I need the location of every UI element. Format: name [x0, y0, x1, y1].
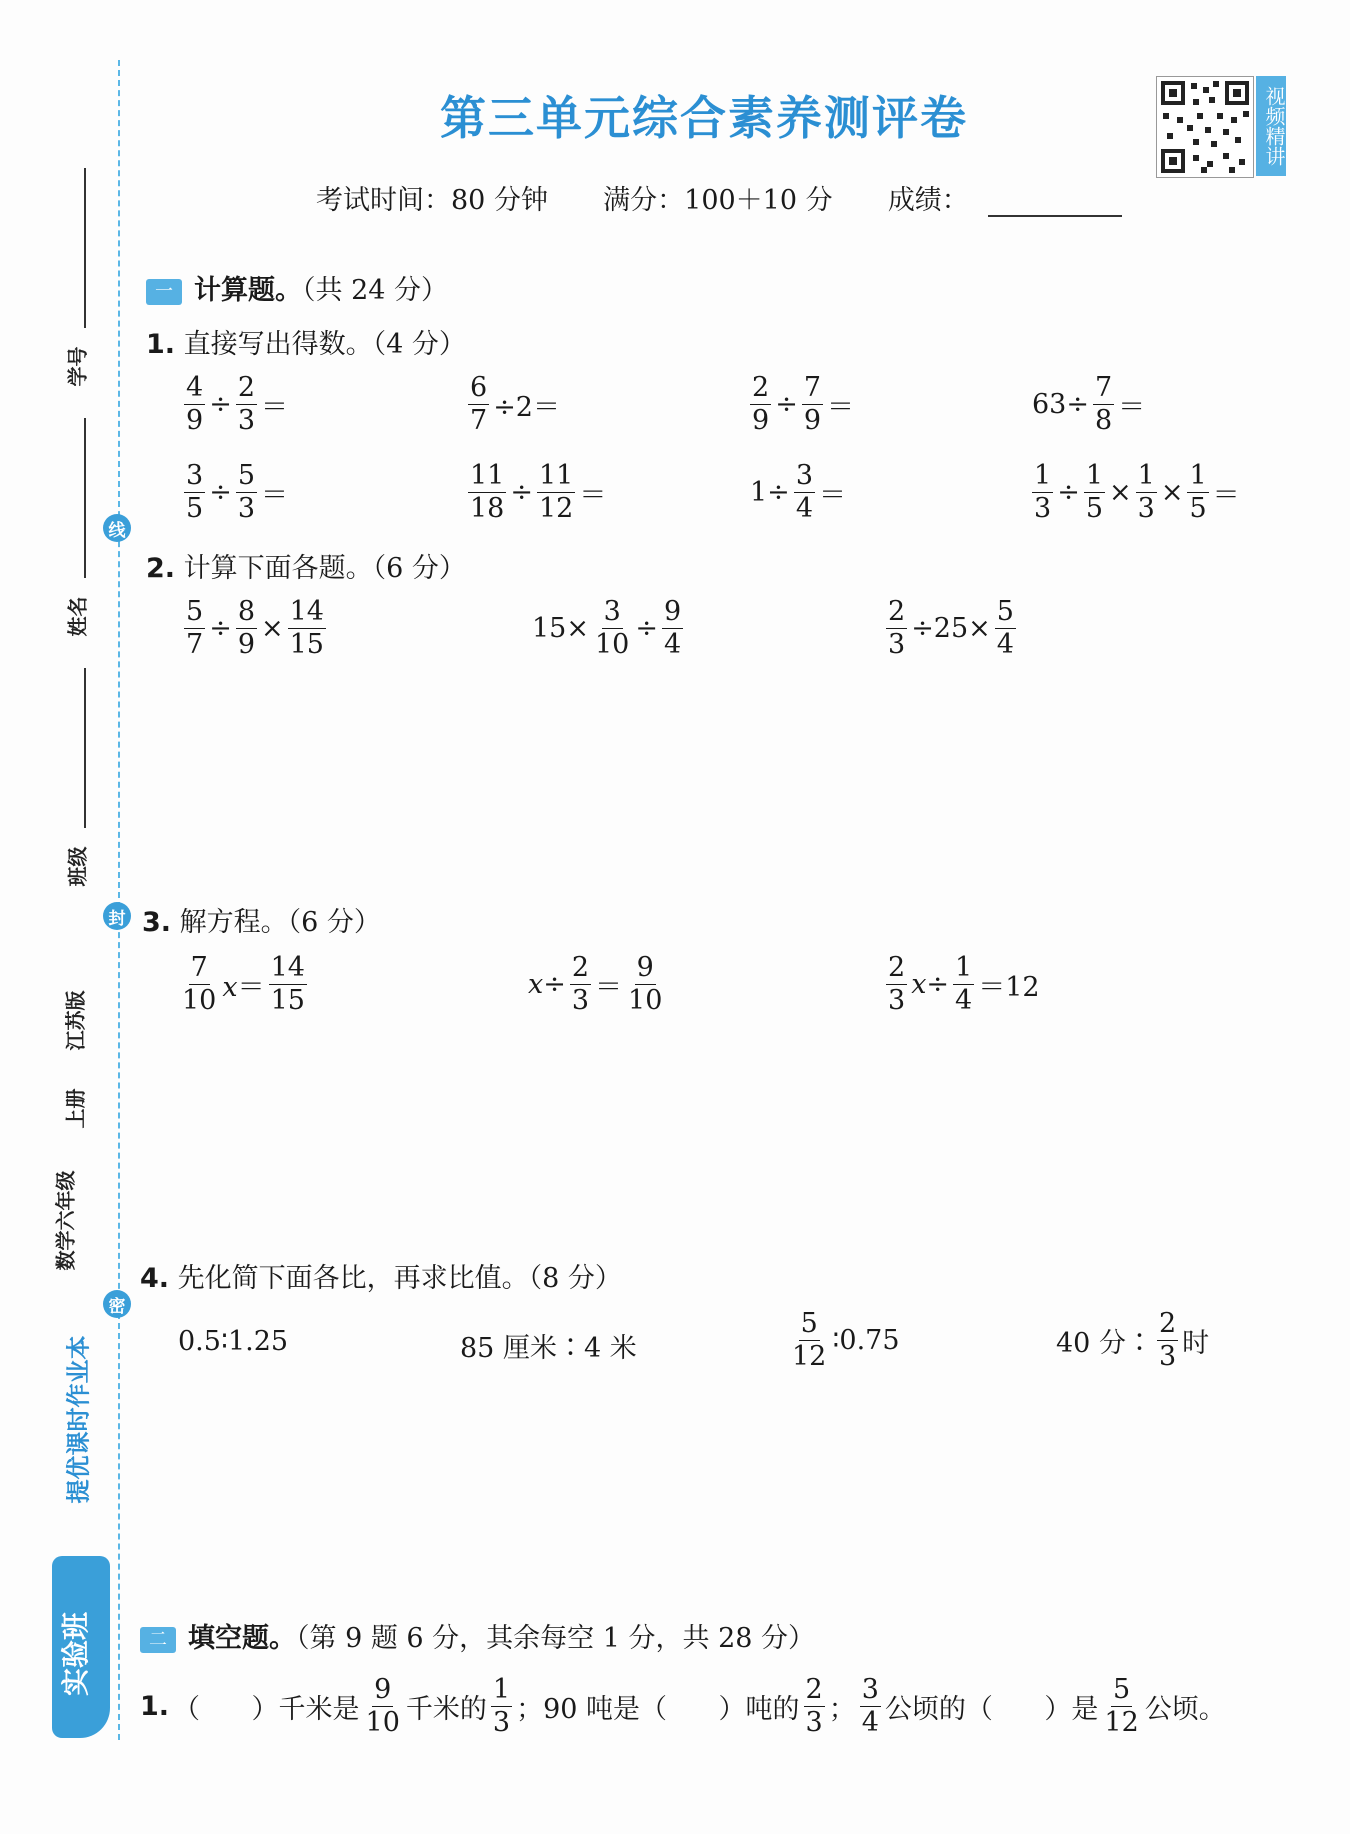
fraction: $\frac{3}{4}$	[795, 460, 813, 525]
qr-label	[1256, 76, 1286, 176]
cut-line	[118, 60, 120, 1740]
q4-item	[176, 1326, 290, 1357]
seal-line-mark	[103, 514, 131, 542]
fraction: $\frac{3}{5}$	[186, 460, 204, 525]
section2-points: （第 9 题 6 分，其余每空 1 分，共 28 分）	[296, 1623, 816, 1654]
fraction: $\frac{2}{3}$	[888, 596, 906, 661]
section1-points: （共 24 分）	[302, 275, 449, 306]
s2-q1	[138, 1676, 1228, 1738]
fraction: $\frac{1}{4}$	[955, 952, 973, 1017]
q3-number: 3.	[142, 907, 172, 938]
q1-text: 直接写出得数。（4 分）	[183, 329, 466, 360]
fraction: $\frac{2}{3}$	[888, 952, 906, 1017]
q4-text: 先化简下面各比，再求比值。（8 分）	[177, 1263, 622, 1294]
fraction: $\frac{14}{15}$	[289, 596, 324, 661]
volume-label: 上册	[63, 1088, 88, 1129]
seal-line-text: 线	[108, 520, 126, 541]
full-score: 满分：100＋10 分	[603, 185, 833, 216]
fraction: $\frac{8}{9}$	[237, 596, 255, 661]
q3-item: $\frac{7}{10}$ x＝ $\frac{14}{15}$	[182, 952, 305, 1017]
q4-item	[1054, 1310, 1211, 1372]
fraction: $\frac{9}{4}$	[663, 596, 682, 661]
s2-q1-part2: 千米的	[405, 1694, 487, 1726]
fraction: $\frac{5}{4}$	[996, 596, 1014, 661]
q3-item: x÷ $\frac{2}{3}$ ＝ $\frac{9}{10}$	[528, 952, 663, 1017]
q4-item	[458, 1326, 639, 1365]
seal-secret-mark	[103, 1290, 131, 1318]
class-label: 班级	[65, 846, 90, 887]
fraction: $\frac{3}{10}$	[594, 596, 630, 661]
s2-q1-part6: 公顷。	[1144, 1694, 1226, 1726]
fraction: $\frac{1}{3}$	[1034, 460, 1052, 525]
q3-text: 解方程。（6 分）	[179, 907, 381, 938]
fraction: $\frac{7}{8}$	[1094, 372, 1113, 437]
q1-heading	[146, 322, 466, 361]
fraction: $\frac{1}{3}$	[1137, 460, 1155, 525]
fraction: $\frac{11}{12}$	[538, 460, 574, 525]
q1-item: $\frac{2}{9}$ ÷ $\frac{7}{9}$ ＝	[752, 372, 854, 437]
ratio-1: 0.5∶1.25	[178, 1326, 289, 1357]
fraction: $\frac{2}{3}$	[571, 952, 590, 1017]
q1-number: 1.	[146, 329, 176, 360]
section2-heading	[140, 1616, 815, 1655]
section1-heading	[146, 268, 448, 307]
q1-item: $\frac{1}{3}$ ÷ $\frac{1}{5}$ × $\frac{1}{3}$ × $\frac{1}{5}$ ＝	[1034, 460, 1240, 525]
section2-title: 填空题。	[188, 1623, 296, 1654]
exam-time: 考试时间：80 分钟	[316, 185, 548, 216]
series-label: 提优课时作业本	[64, 1335, 93, 1504]
q1-item: $\frac{11}{18}$ ÷ $\frac{11}{12}$ ＝	[470, 460, 607, 525]
fraction: $\frac{5}{7}$	[186, 596, 204, 661]
fraction: $\frac{2}{3}$	[1158, 1308, 1177, 1373]
exam-info	[316, 178, 969, 217]
qr-label-text: 视频精讲	[1262, 86, 1286, 166]
ratio-3-tail: ∶0.75	[832, 1325, 900, 1357]
fraction: $\frac{7}{10}$	[182, 952, 217, 1017]
subject-label: 数学六年级	[53, 1170, 78, 1271]
brand-logo-text: 实验班	[59, 1611, 93, 1697]
fraction: $\frac{5}{3}$	[237, 460, 255, 525]
class-blank[interactable]	[84, 668, 86, 828]
q3-item: $\frac{2}{3}$ x÷ $\frac{1}{4}$ ＝12	[888, 952, 1040, 1017]
q2-number: 2.	[146, 553, 176, 584]
q4-item	[788, 1310, 902, 1372]
fraction: $\frac{14}{15}$	[270, 952, 305, 1017]
q1-item: 63÷ $\frac{7}{8}$ ＝	[1032, 372, 1146, 437]
q2-text: 计算下面各题。（6 分）	[183, 553, 466, 584]
q2-item: 15× $\frac{3}{10}$ ÷ $\frac{9}{4}$	[532, 596, 682, 661]
brand-logo	[52, 1556, 110, 1738]
fraction: $\frac{6}{7}$	[470, 372, 488, 437]
fraction: $\frac{1}{3}$	[492, 1674, 511, 1739]
seal-seal-mark	[103, 902, 131, 930]
fraction: $\frac{7}{9}$	[803, 372, 821, 437]
edition-label: 江苏版	[63, 990, 88, 1051]
fraction: $\frac{2}{3}$	[237, 372, 255, 437]
fraction: $\frac{9}{10}$	[365, 1674, 400, 1739]
student-no-blank[interactable]	[84, 168, 86, 328]
section1-badge: 一	[146, 279, 182, 305]
fraction: $\frac{1}{5}$	[1085, 460, 1103, 525]
fraction: $\frac{3}{4}$	[861, 1674, 879, 1739]
q1-item: $\frac{4}{9}$ ÷ $\frac{2}{3}$ ＝	[186, 372, 288, 437]
ratio-2: 85 厘米∶4 米	[460, 1333, 637, 1364]
student-no-label: 学号	[65, 346, 90, 387]
q1-item: $\frac{3}{5}$ ÷ $\frac{5}{3}$ ＝	[186, 460, 288, 525]
s2-q1-number: 1.	[140, 1691, 170, 1723]
s2-q1-part1: （ ）千米是	[173, 1694, 360, 1726]
q1-item: $\frac{6}{7}$ ÷2＝	[470, 372, 560, 437]
qr-code	[1156, 76, 1254, 178]
page-title: 第三单元综合素养测评卷	[440, 91, 968, 145]
ratio-4-tail: 时	[1182, 1328, 1210, 1360]
q4-heading	[140, 1256, 622, 1295]
fraction: $\frac{2}{3}$	[805, 1674, 823, 1739]
seal-seal-text: 封	[108, 908, 126, 929]
section2-badge: 二	[140, 1627, 176, 1653]
name-blank[interactable]	[84, 418, 86, 578]
name-label: 姓名	[65, 596, 90, 637]
fraction: $\frac{1}{5}$	[1189, 460, 1207, 525]
seal-secret-text: 密	[108, 1296, 126, 1317]
q1-item: 1÷ $\frac{3}{4}$ ＝	[750, 460, 846, 525]
s2-q1-part4: ；	[828, 1694, 856, 1726]
q2-item: $\frac{5}{7}$ ÷ $\frac{8}{9}$ × $\frac{14}{15}$	[186, 596, 324, 661]
grade-label: 成绩：	[887, 185, 969, 216]
ratio-4-head: 40 分∶	[1056, 1328, 1153, 1360]
q2-item: $\frac{2}{3}$ ÷25× $\frac{5}{4}$	[888, 596, 1014, 661]
s2-q1-part5: 公顷的（ ）是	[884, 1694, 1099, 1726]
fraction: $\frac{2}{9}$	[752, 372, 770, 437]
s2-q1-part3: ；90 吨是（ ）吨的	[516, 1694, 800, 1726]
fraction: $\frac{11}{18}$	[470, 460, 505, 525]
fraction: $\frac{5}{12}$	[792, 1308, 827, 1373]
fraction: $\frac{5}{12}$	[1104, 1674, 1139, 1739]
fraction: $\frac{9}{10}$	[628, 952, 663, 1017]
fraction: $\frac{4}{9}$	[186, 372, 204, 437]
q4-number: 4.	[140, 1263, 170, 1294]
section1-title: 计算题。	[194, 275, 302, 306]
q3-heading	[142, 900, 381, 939]
q2-heading	[146, 546, 466, 585]
grade-blank[interactable]	[988, 215, 1122, 217]
